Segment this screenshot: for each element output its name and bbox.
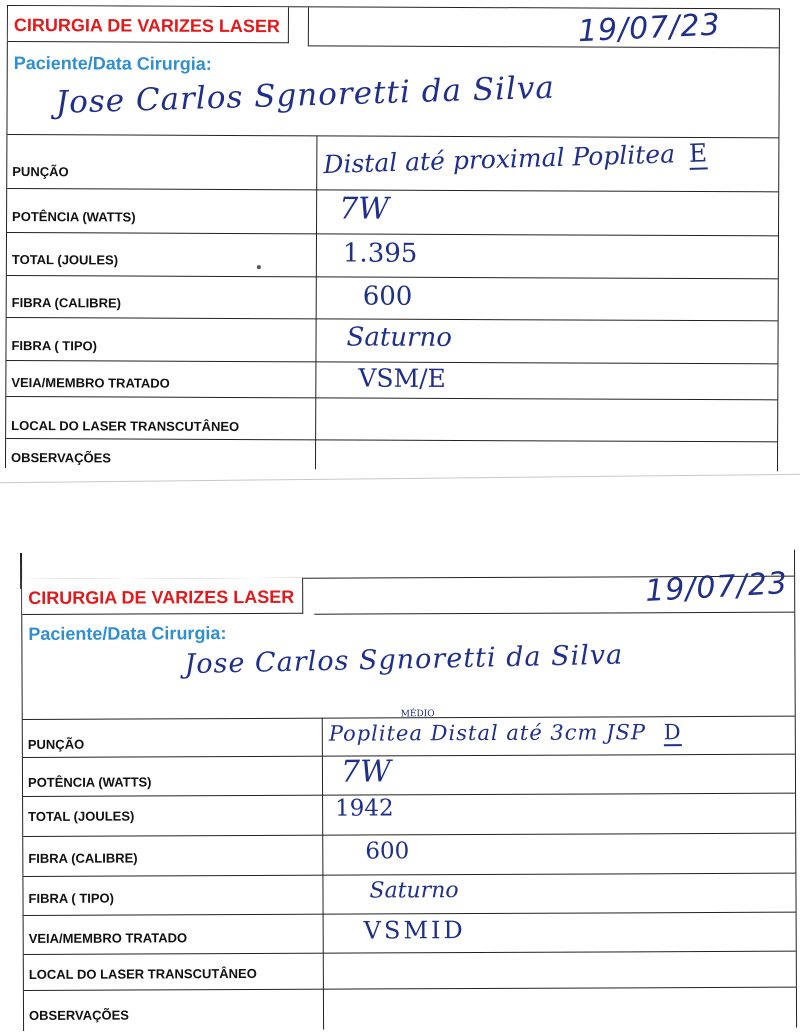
divider xyxy=(24,987,796,991)
laser-surgery-form-2 xyxy=(21,550,797,1031)
row-label-fibra-calibre: FIBRA (CALIBRE) xyxy=(11,295,122,311)
handwritten-note: MÉDIO xyxy=(400,709,435,720)
row-value-total: 1.395 xyxy=(342,238,418,269)
row-value-veia-membro: VSMID xyxy=(363,916,466,945)
patient-name-handwritten: Jose Carlos Sgnoretti da Silva xyxy=(55,69,556,121)
row-value-puncao: Poplitea Distal até 3cm JSP D xyxy=(328,720,682,746)
row-value-veia-membro: VSM/E xyxy=(358,363,446,393)
row-label-local-laser: LOCAL DO LASER TRANSCUTÂNEO xyxy=(11,418,240,435)
divider xyxy=(314,612,794,615)
row-label-fibra-tipo: FIBRA ( TIPO) xyxy=(28,890,114,906)
form-title: CIRURGIA DE VARIZES LASER xyxy=(22,578,303,615)
row-label-potencia: POTÊNCIA (WATTS) xyxy=(27,774,152,790)
paper-cut-edge xyxy=(0,474,800,501)
divider xyxy=(23,793,795,797)
row-label-observacoes: OBSERVAÇÕES xyxy=(10,450,111,466)
row-label-total: TOTAL (JOULES) xyxy=(11,252,119,268)
row-value-fibra-calibre: 600 xyxy=(362,281,413,312)
row-label-potencia: POTÊNCIA (WATTS) xyxy=(12,209,136,225)
row-value-fibra-calibre: 600 xyxy=(365,838,410,865)
row-label-puncao: PUNÇÃO xyxy=(12,164,69,180)
divider xyxy=(6,438,777,442)
row-value-fibra-tipo: Saturno xyxy=(346,322,452,353)
side-mark: D xyxy=(663,720,682,745)
row-label-puncao: PUNÇÃO xyxy=(27,736,85,752)
left-edge xyxy=(20,553,21,589)
row-label-veia-membro: VEIA/MEMBRO TRATADO xyxy=(11,375,170,391)
column-divider xyxy=(315,135,317,469)
divider xyxy=(23,873,795,877)
divider xyxy=(7,317,778,321)
divider xyxy=(24,951,796,955)
form-title: CIRURGIA DE VARIZES LASER xyxy=(8,6,289,43)
divider xyxy=(7,188,778,192)
row-label-fibra-calibre: FIBRA (CALIBRE) xyxy=(28,850,138,866)
side-mark: E xyxy=(688,138,708,168)
row-value-puncao: Distal até proximal Poplitea E xyxy=(322,138,708,180)
row-label-fibra-tipo: FIBRA ( TIPO) xyxy=(11,338,97,354)
divider xyxy=(23,754,795,758)
laser-surgery-form-1 xyxy=(5,5,780,471)
row-label-local-laser: LOCAL DO LASER TRANSCUTÂNEO xyxy=(28,965,257,982)
surgery-date: 19/07/23 xyxy=(577,7,722,50)
row-label-observacoes: OBSERVAÇÕES xyxy=(28,1007,129,1023)
row-value-fibra-tipo: Saturno xyxy=(369,878,459,904)
row-label-veia-membro: VEIA/MEMBRO TRATADO xyxy=(28,930,188,946)
patient-label: Paciente/Data Cirurgia: xyxy=(28,623,227,644)
patient-label: Paciente/Data Cirurgia: xyxy=(13,53,212,74)
divider xyxy=(308,45,779,48)
ink-speck xyxy=(257,265,261,269)
column-divider xyxy=(322,718,324,1030)
row-label-total: TOTAL (JOULES) xyxy=(28,808,135,824)
row-value-potencia: 7W xyxy=(340,754,391,790)
row-value-potencia: 7W xyxy=(339,191,390,227)
divider xyxy=(23,833,795,837)
title-divider xyxy=(308,7,309,45)
patient-name-handwritten: Jose Carlos Sgnoretti da Silva xyxy=(184,639,624,681)
divider xyxy=(7,134,778,138)
surgery-date: 19/07/23 xyxy=(644,565,790,609)
divider xyxy=(7,232,778,236)
divider xyxy=(7,275,778,279)
divider xyxy=(6,396,777,400)
row-value-total: 1942 xyxy=(335,795,394,822)
